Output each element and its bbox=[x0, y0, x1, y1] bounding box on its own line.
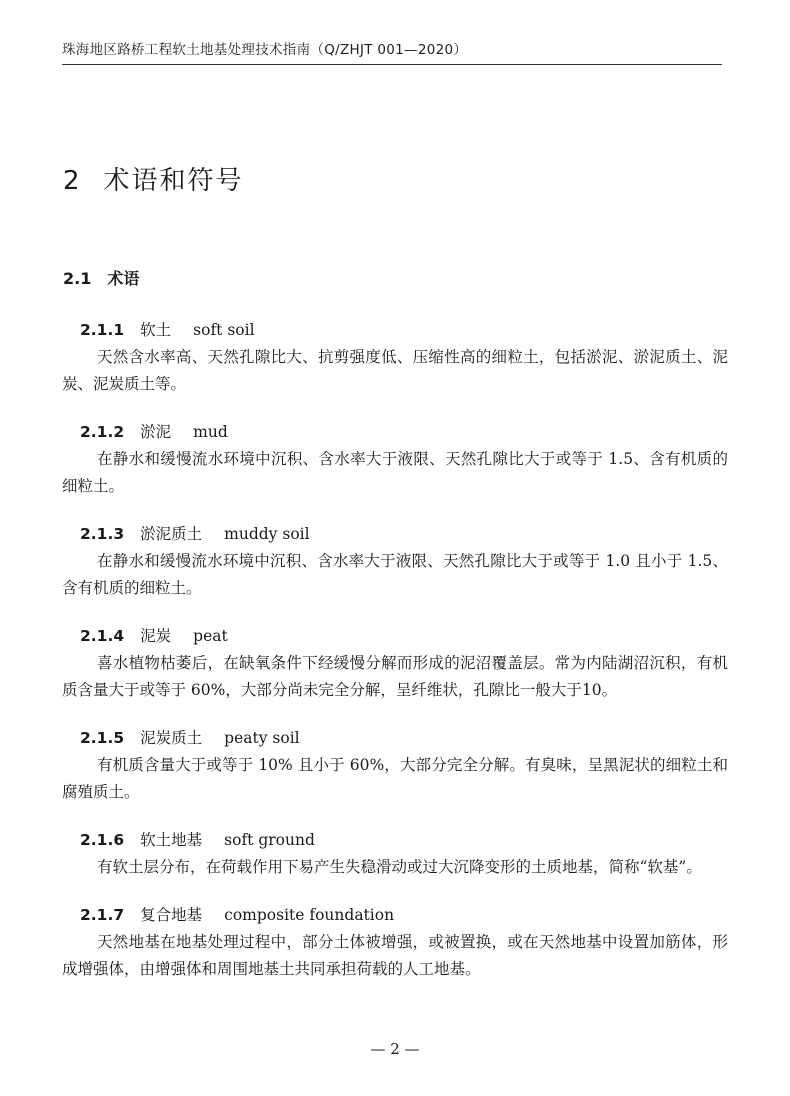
page-number: — 2 — bbox=[370, 1040, 420, 1058]
term-heading bbox=[62, 826, 728, 854]
terms-list bbox=[62, 316, 728, 1003]
chapter-title bbox=[63, 160, 244, 197]
term-en: mud bbox=[193, 423, 228, 441]
term-en: soft soil bbox=[193, 321, 255, 339]
term-definition: 在静水和缓慢流水环境中沉积、含水率大于液限、天然孔隙比大于或等于 1.0 且小于 1.5、含有机质的细粒土。 bbox=[62, 552, 728, 597]
term-number: 2.1.2 bbox=[80, 423, 125, 441]
term-zh: 泥炭 bbox=[140, 627, 172, 645]
term-en: composite foundation bbox=[224, 906, 395, 924]
term-number: 2.1.5 bbox=[80, 729, 125, 747]
term-heading bbox=[62, 316, 728, 344]
term-definition: 天然含水率高、天然孔隙比大、抗剪强度低、压缩性高的细粒土，包括淤泥、淤泥质土、泥炭、泥炭质土等。 bbox=[62, 348, 728, 393]
term-entry bbox=[62, 418, 728, 500]
term-entry bbox=[62, 622, 728, 704]
term-entry bbox=[62, 826, 728, 881]
term-zh: 软土地基 bbox=[140, 831, 203, 849]
term-number: 2.1.4 bbox=[80, 627, 125, 645]
term-heading bbox=[62, 418, 728, 446]
term-definition: 天然地基在地基处理过程中，部分土体被增强，或被置换，或在天然地基中设置加筋体，形成增强体，由增强体和周围地基土共同承担荷载的人工地基。 bbox=[62, 933, 728, 978]
term-en: peaty soil bbox=[224, 729, 300, 747]
term-entry bbox=[62, 901, 728, 983]
chapter-number: 2 bbox=[63, 166, 82, 196]
term-definition: 喜水植物枯萎后，在缺氧条件下经缓慢分解而形成的泥沼覆盖层。常为内陆湖沼沉积，有机质含量大于或等于 60%，大部分尚未完全分解，呈纤维状，孔隙比一般大于10。 bbox=[62, 654, 728, 699]
term-definition: 在静水和缓慢流水环境中沉积、含水率大于液限、天然孔隙比大于或等于 1.5、含有机质的细粒土。 bbox=[62, 450, 728, 495]
term-heading bbox=[62, 724, 728, 752]
term-number: 2.1.1 bbox=[80, 321, 125, 339]
term-heading bbox=[62, 622, 728, 650]
header-rule bbox=[62, 64, 722, 65]
term-zh: 泥炭质土 bbox=[140, 729, 203, 747]
section-title bbox=[63, 266, 139, 289]
term-definition: 有机质含量大于或等于 10% 且小于 60%，大部分完全分解。有臭味，呈黑泥状的细粒土和腐殖质土。 bbox=[62, 756, 728, 801]
term-entry bbox=[62, 724, 728, 806]
term-en: muddy soil bbox=[224, 525, 310, 543]
section-number: 2.1 bbox=[63, 269, 92, 288]
term-entry bbox=[62, 316, 728, 398]
section-title-text: 术语 bbox=[107, 269, 140, 288]
running-header: 珠海地区路桥工程软土地基处理技术指南（Q/ZHJT 001—2020） bbox=[62, 42, 468, 58]
chapter-title-text: 术语和符号 bbox=[103, 166, 244, 196]
term-zh: 淤泥质土 bbox=[140, 525, 203, 543]
term-heading bbox=[62, 901, 728, 929]
term-en: peat bbox=[193, 627, 228, 645]
term-zh: 软土 bbox=[140, 321, 172, 339]
term-number: 2.1.7 bbox=[80, 906, 125, 924]
term-entry bbox=[62, 520, 728, 602]
term-en: soft ground bbox=[224, 831, 315, 849]
term-definition: 有软土层分布，在荷载作用下易产生失稳滑动或过大沉降变形的土质地基，简称“软基”。 bbox=[97, 858, 702, 876]
term-zh: 复合地基 bbox=[140, 906, 203, 924]
term-number: 2.1.6 bbox=[80, 831, 125, 849]
term-zh: 淤泥 bbox=[140, 423, 172, 441]
term-heading bbox=[62, 520, 728, 548]
term-number: 2.1.3 bbox=[80, 525, 125, 543]
